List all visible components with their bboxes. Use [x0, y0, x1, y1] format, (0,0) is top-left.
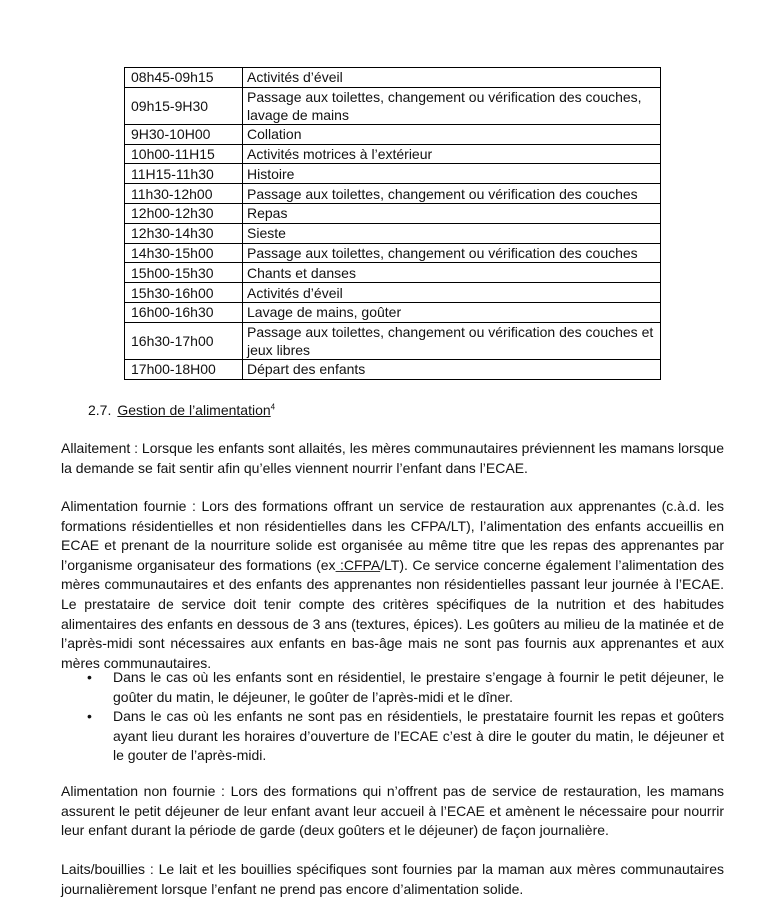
schedule-row: [125, 184, 661, 204]
schedule-activity-cell: Départ des enfants: [243, 359, 661, 379]
schedule-time-cell: 9H30-10H00: [125, 124, 243, 144]
schedule-time-cell: 14h30-15h00: [125, 243, 243, 263]
schedule-time-cell: 10h00-11H15: [125, 144, 243, 164]
schedule-row: [125, 124, 661, 144]
schedule-row: [125, 144, 661, 164]
schedule-activity-cell: Activités motrices à l’extérieur: [243, 144, 661, 164]
paragraph-allaitement: [61, 439, 724, 478]
schedule-row: [125, 68, 661, 88]
schedule-time-cell: 16h30-17h00: [125, 322, 243, 359]
schedule-row: [125, 302, 661, 322]
schedule-activity-cell: Activités d’éveil: [243, 68, 661, 88]
bullet-item: [61, 707, 724, 766]
schedule-row: [125, 223, 661, 243]
schedule-time-cell: 15h30-16h00: [125, 283, 243, 303]
bullet-text: Dans le cas où les enfants sont en résidentiel, le prestaire s’engage à fournir le petit déjeuner, le goûter du matin, le déjeuner, le goûter de l’après-midi et le dîner.: [113, 669, 724, 705]
paragraph-alimentation-fournie: [61, 497, 724, 673]
section-title: Gestion de l’alimentation: [117, 402, 271, 418]
bullet-item: [61, 668, 724, 707]
alimentation-fournie-text: [61, 497, 724, 673]
section-heading: [88, 402, 275, 418]
schedule-row: [125, 263, 661, 283]
schedule-time-cell: 12h30-14h30: [125, 223, 243, 243]
paragraph-laits-bouillies: [61, 860, 724, 899]
bullet-text: Dans le cas où les enfants ne sont pas en résidentiels, le prestataire fournit les repas et goûters ayant lieu durant les horaires d’ouverture de l’ECAE c’est à dire le gouter du matin, le déjeuner et le gouter de l’après-midi.: [113, 708, 724, 764]
schedule-activity-cell: Activités d’éveil: [243, 283, 661, 303]
fournie-text-start: Alimentation fournie : Lors des formations offrant un service de restauration aux apprenantes (c.à.d. les formations résidentielles et non résidentielles dans les CFPA/LT), l’alimentation des enfants accueillis en ECAE et prenant de la nourriture solide est organisée au même titre que les repas des apprenantes par l’organisme organisateur des formations (ex: [61, 498, 724, 573]
schedule-activity-cell: Passage aux toilettes, changement ou vérification des couches et jeux libres: [243, 322, 661, 359]
schedule-time-cell: 11h30-12h00: [125, 184, 243, 204]
schedule-activity-cell: Sieste: [243, 223, 661, 243]
schedule-activity-cell: Passage aux toilettes, changement ou vérification des couches, lavage de mains: [243, 87, 661, 124]
alimentation-non-fournie-text: Alimentation non fournie : Lors des formations qui n’offrent pas de service de restauration, les mamans assurent le petit déjeuner de leur enfant avant leur accueil à l’ECAE et amènent le nécessaire pour nourrir leur enfant durant la période de garde (deux goûters et le déjeuner) de façon journalière.: [61, 783, 724, 839]
schedule-row: [125, 243, 661, 263]
schedule-row: [125, 322, 661, 359]
schedule-time-cell: 16h00-16h30: [125, 302, 243, 322]
schedule-activity-cell: Chants et danses: [243, 263, 661, 283]
schedule-time-cell: 08h45-09h15: [125, 68, 243, 88]
meal-provision-bullet-list: [61, 668, 724, 766]
schedule-activity-cell: Histoire: [243, 164, 661, 184]
schedule-row: [125, 203, 661, 223]
footnote-ref: 4: [270, 402, 276, 412]
paragraph-alimentation-non-fournie: [61, 782, 724, 841]
laits-bouillies-text: Laits/bouillies : Le lait et les bouillies spécifiques sont fournies par la maman aux mères communautaires journalièrement lorsque l’enfant ne prend pas encore d’alimentation solide.: [61, 861, 724, 897]
schedule-row: [125, 87, 661, 124]
schedule-activity-cell: Passage aux toilettes, changement ou vérification des couches: [243, 243, 661, 263]
schedule-row: [125, 164, 661, 184]
schedule-table-body: [125, 68, 661, 380]
schedule-time-cell: 11H15-11h30: [125, 164, 243, 184]
schedule-row: [125, 359, 661, 379]
schedule-time-cell: 12h00-12h30: [125, 203, 243, 223]
daily-schedule-table: [124, 67, 661, 380]
schedule-activity-cell: Lavage de mains, goûter: [243, 302, 661, 322]
allaitement-text: Allaitement : Lorsque les enfants sont allaités, les mères communautaires préviennent les mamans lorsque la demande se fait sentir afin qu’elles viennent nourrir l’enfant dans l’ECAE.: [61, 440, 724, 476]
schedule-activity-cell: Collation: [243, 124, 661, 144]
schedule-row: [125, 283, 661, 303]
section-number: 2.7.: [88, 402, 112, 418]
schedule-activity-cell: Passage aux toilettes, changement ou vérification des couches: [243, 184, 661, 204]
cfpa-underlined: :CFPA: [335, 556, 381, 573]
fournie-text-end: /LT). Ce service concerne également l’alimentation des mères communautaires et des enfants des apprenantes non résidentielles passant leur journée à l’ECAE. Le prestataire de service doit tenir compte des critères spécifiques de la nutrition et des habitudes alimentaires des enfants en dessous de 3 ans (textures, épices). Les goûters au milieu de la matinée et de l’après-midi sont nécessaires aux enfants en bas-âge mais ne sont pas fournis aux apprenantes et aux mères communautaires.: [61, 556, 724, 671]
schedule-activity-cell: Repas: [243, 203, 661, 223]
schedule-time-cell: 09h15-9H30: [125, 87, 243, 124]
bullet-icon: •: [87, 669, 92, 685]
bullet-icon: •: [87, 708, 92, 725]
schedule-time-cell: 17h00-18H00: [125, 359, 243, 379]
schedule-time-cell: 15h00-15h30: [125, 263, 243, 283]
